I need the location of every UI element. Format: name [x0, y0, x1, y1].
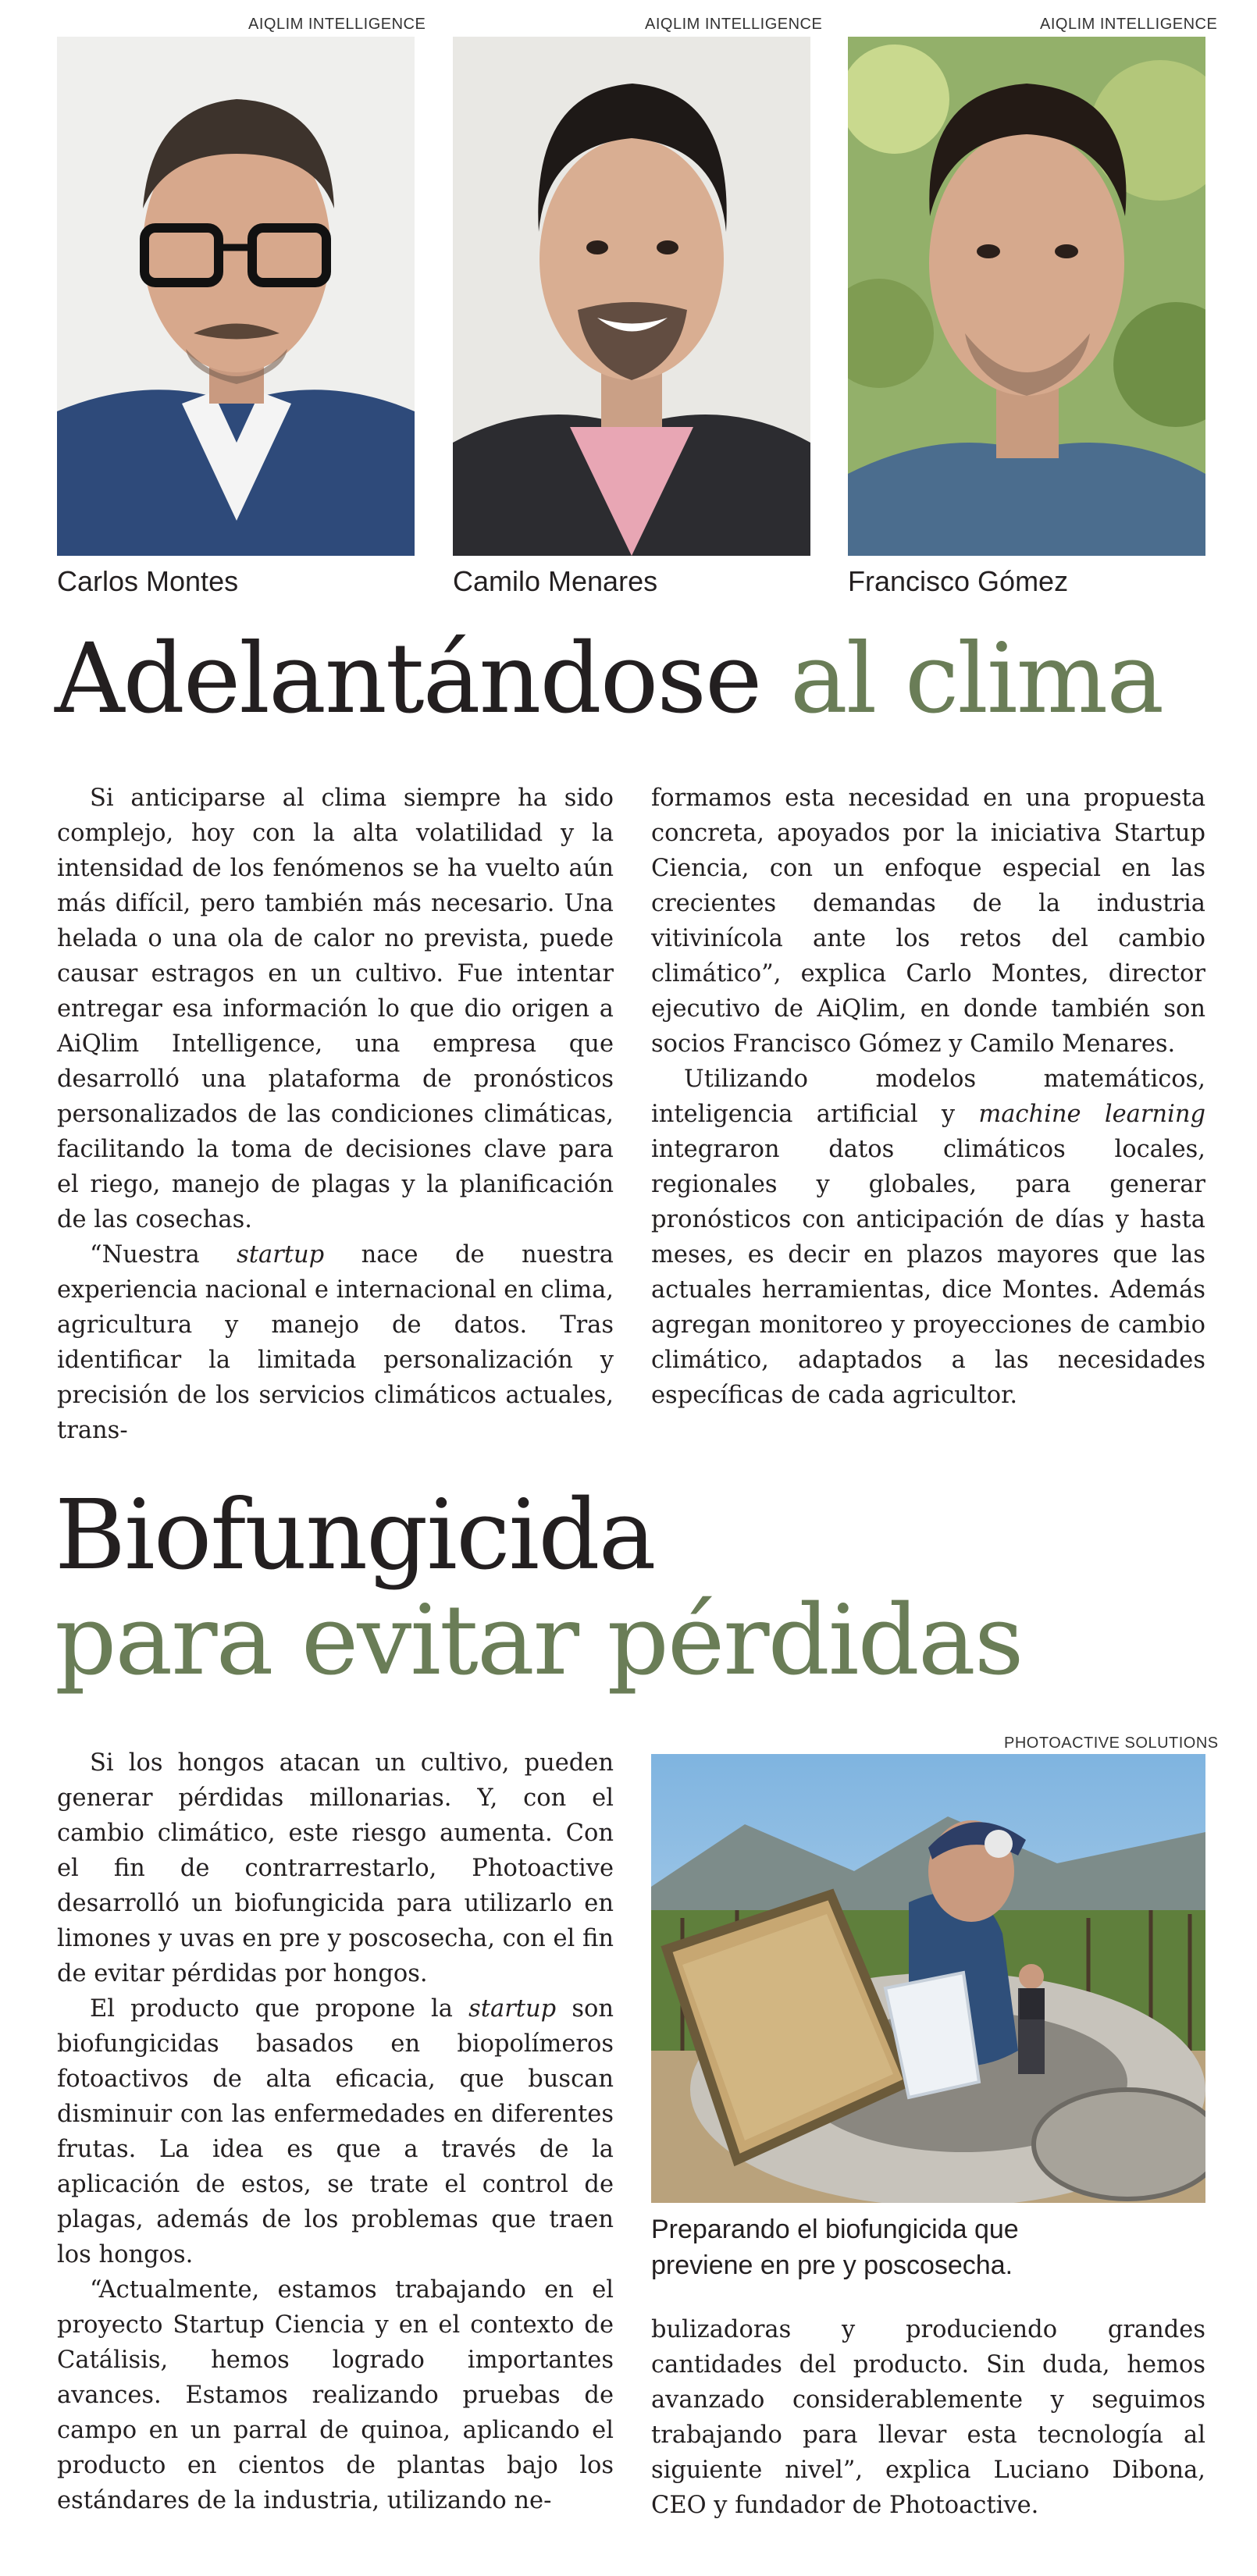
- article1-paragraph-4: [651, 1062, 1205, 1413]
- biofungicide-field-photo: [651, 1754, 1205, 2203]
- portrait-francisco-gomez: [848, 37, 1205, 556]
- text: integraron datos climáticos locales, regionales y globales, para generar pronósticos con anticipación de días y hasta meses, es decir en plazos mayores que las actuales herramientas, dice Montes. Además agregan monitoreo y proyecciones de cambio climático, adaptados a las necesidades específicas de cada agricultor.: [651, 1136, 1205, 1409]
- caption-francisco-gomez: Francisco Gómez: [848, 565, 1069, 597]
- article1-paragraph-2: [57, 1237, 614, 1448]
- photo-credit-1: AIQLIM INTELLIGENCE: [248, 16, 426, 33]
- article2-column-1: [57, 1745, 614, 2518]
- portrait-camilo-menares: [453, 37, 810, 556]
- article1-paragraph-3: formamos esta necesidad en una propuesta concreta, apoyados por la iniciativa Startup Ciencia, con un enfoque especial en las crecientes demandas de la industria vitivinícola ante los retos del cambio climático”, explica Carlo Montes, director ejecutivo de AiQlim, en donde también son socios Francisco Gómez y Camilo Menares.: [651, 785, 1205, 1058]
- article1-column-1: [57, 781, 614, 1448]
- article1-headline-green: al clima: [789, 623, 1163, 735]
- article2-column-2: [651, 2312, 1205, 2523]
- article1-headline-dark: Adelantándose: [55, 623, 761, 735]
- article1-paragraph-1: Si anticiparse al clima siempre ha sido complejo, hoy con la alta volatilidad y la intensidad de los fenómenos se ha vuelto aún más difícil, pero también más necesario. Una helada o una ola de calor no prevista, puede causar estragos en un cultivo. Fue intentar entregar esa información lo que dio origen a AiQlim Intelligence, una empresa que desarrolló una plataforma de pronósticos personalizados de las condiciones climáticas, facilitando la toma de decisiones clave para el riego, manejo de plagas y la planificación de las cosechas.: [57, 785, 614, 1233]
- photo-credit-3: AIQLIM INTELLIGENCE: [1040, 16, 1218, 33]
- article1-headline: [55, 623, 1163, 735]
- article2-headline-line1: Biofungicida: [55, 1479, 655, 1592]
- portrait-carlos-montes: [57, 37, 415, 556]
- italic-term: startup: [237, 1241, 325, 1268]
- article1-column-2: [651, 781, 1205, 1413]
- article2-paragraph-4: bulizadoras y produciendo grandes cantidades del producto. Sin duda, hemos avanzado considerablemente y seguimos trabajando para llevar esta tecnología al siguiente nivel”, explica Luciano Dibona, CEO y fundador de Photoactive.: [651, 2316, 1205, 2519]
- italic-term: startup: [468, 1995, 557, 2023]
- article2-paragraph-3: “Actualmente, estamos trabajando en el proyecto Startup Ciencia y en el contexto de Catálisis, hemos logrado importantes avances. Estamos realizando pruebas de campo en un parral de quinoa, aplicando el producto en cientos de plantas bajo los estándares de la industria, utilizando ne-: [57, 2276, 614, 2514]
- text: “Nuestra: [90, 1241, 237, 1268]
- photo-caption: Preparando el biofungicida que previene en pre y poscosecha.: [651, 2215, 1019, 2280]
- text: Utilizando modelos matemáticos, inteligencia artificial y: [651, 1066, 1205, 1128]
- photo-credit-2: AIQLIM INTELLIGENCE: [645, 16, 823, 33]
- caption-carlos-montes: Carlos Montes: [57, 565, 239, 597]
- italic-term: machine learning: [978, 1101, 1205, 1128]
- photoactive-photo-credit: PHOTOACTIVE SOLUTIONS: [1004, 1735, 1219, 1752]
- article2-paragraph-2: [57, 1991, 614, 2272]
- text: nace de nuestra experiencia nacional e internacional en clima, agricultura y manejo de datos. Tras identificar la limitada personalización y precisión de los servicios climáticos actuales, trans-: [57, 1241, 614, 1444]
- article2-headline-line2: para evitar pérdidas: [55, 1585, 1023, 1697]
- text: El producto que propone la: [90, 1995, 469, 2023]
- article2-paragraph-1: Si los hongos atacan un cultivo, pueden generar pérdidas millonarias. Y, con el cambio climático, este riesgo aumenta. Con el fin de contrarrestarlo, Photoactive desarrolló un biofungicida para utilizarlo en limones y uvas en pre y poscosecha, con el fin de evitar pérdidas por hongos.: [57, 1749, 614, 1987]
- text: son biofungicidas basados en biopolímeros fotoactivos de alta eficacia, que buscan disminuir con las enfermedades en diferentes frutas. La idea es que a través de la aplicación de estos, se trate el control de plagas, además de los problemas que traen los hongos.: [57, 1995, 614, 2268]
- caption-camilo-menares: Camilo Menares: [453, 565, 658, 597]
